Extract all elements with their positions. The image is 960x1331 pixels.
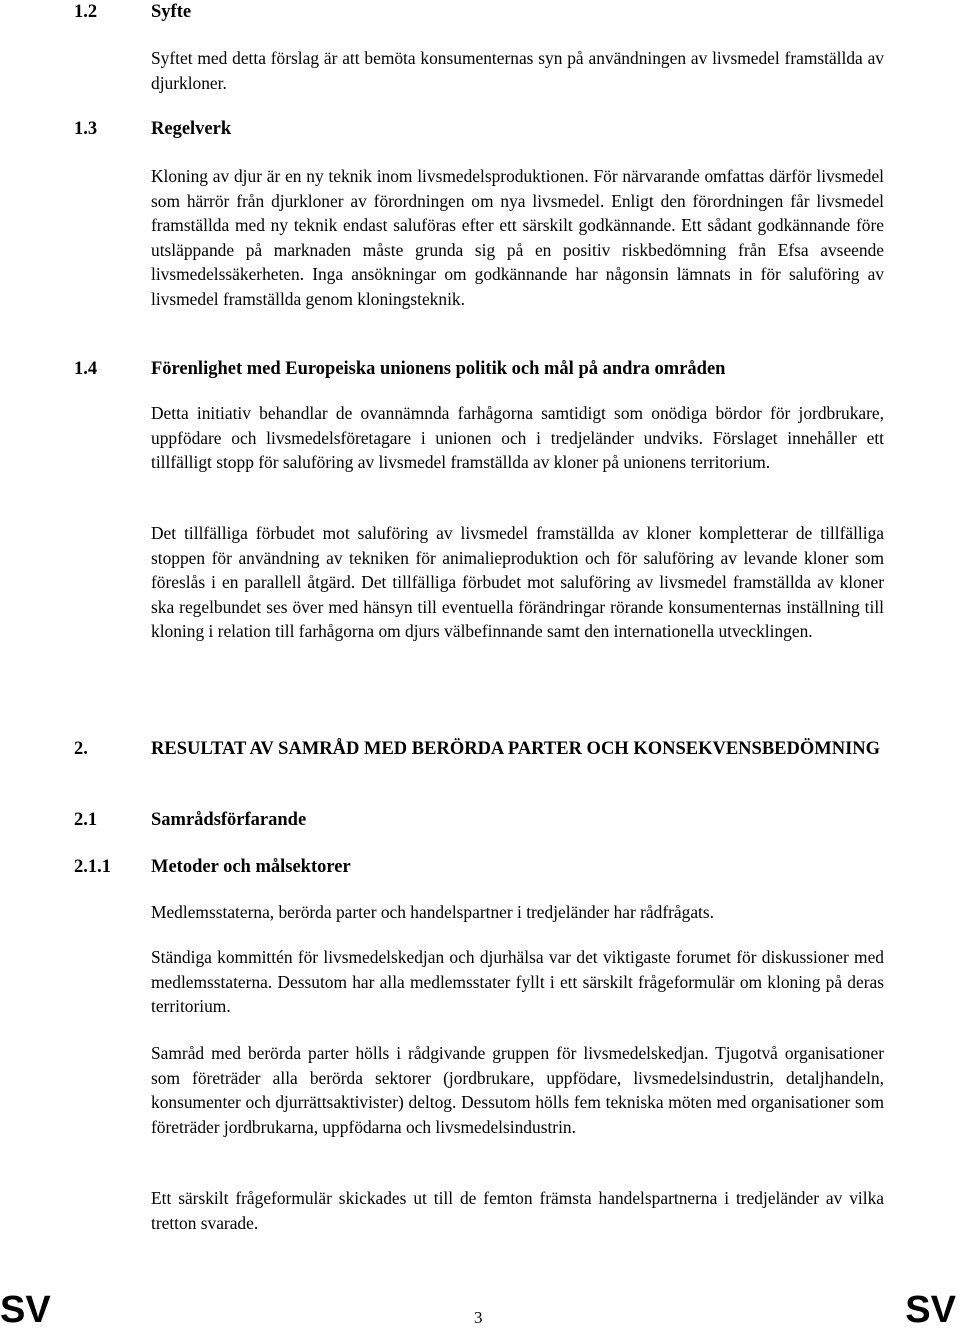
paragraph: Kloning av djur är en ny teknik inom livsmedelsproduktionen. För närvarande omfattas därför livsmedel som härrör från djurkloner av förordningen om nya livsmedel. Enligt den förordningen får livsmedel framställda med ny teknik endast saluföras efter ett särskilt godkännande. Ett sådant godkännande före utsläppande på marknaden måste grunda sig på en positiv riskbedömning från Efsa avseende livsmedelssäkerheten. Inga ansökningar om godkännande har någonsin lämnats in för saluföring av livsmedel framställda genom kloningsteknik. bbox=[151, 166, 884, 309]
paragraph: Ett särskilt frågeformulär skickades ut till de femton främsta handelspartnerna i tredjeländer av vilka tretton svarade. bbox=[151, 1188, 884, 1233]
paragraph: Medlemsstaterna, berörda parter och handelspartner i tredjeländer har rådfrågats. bbox=[151, 902, 714, 922]
footer-language-right: SV bbox=[905, 1289, 956, 1331]
paragraph: Detta initiativ behandlar de ovannämnda farhågorna samtidigt som onödiga bördor för jordbrukare, uppfödare och livsmedelsföretagare i unionen och i tredjeländer undviks. Förslaget innehåller ett tillfälligt stopp för saluföring av livsmedel framställda av kloner på unionens territorium. bbox=[151, 403, 884, 472]
section-title: Förenlighet med Europeiska unionens politik och mål på andra områden bbox=[151, 359, 726, 379]
section-heading-2 bbox=[74, 737, 88, 762]
section-title: RESULTAT AV SAMRÅD MED BERÖRDA PARTER OCH KONSEKVENSBEDÖMNING bbox=[151, 739, 881, 759]
paragraph: Syftet med detta förslag är att bemöta konsumenternas syn på användningen av livsmedel framställda av djurkloner. bbox=[151, 48, 884, 93]
section-title: Metoder och målsektorer bbox=[151, 857, 351, 877]
section-number: 2.1.1 bbox=[74, 857, 111, 877]
section-heading-1-2 bbox=[74, 0, 192, 25]
section-heading-2-1 bbox=[74, 808, 307, 833]
paragraph: Ständiga kommittén för livsmedelskedjan och djurhälsa var det viktigaste forumet för diskussioner med medlemsstaterna. Dessutom har alla medlemsstater fyllt i ett särskilt frågeformulär om kloning på deras territorium. bbox=[151, 947, 884, 1016]
page-number: 3 bbox=[474, 1308, 483, 1327]
section-number: 2.1 bbox=[74, 810, 98, 830]
section-heading-2-1-1 bbox=[74, 855, 351, 880]
section-title: Regelverk bbox=[151, 119, 232, 139]
paragraph: Samråd med berörda parter hölls i rådgivande gruppen för livsmedelskedjan. Tjugotvå organisationer som företräder alla berörda sektorer (jordbrukare, uppfödare, livsmedelsindustrin, detaljhandeln, konsumenter och djurrättsaktivister) deltog. Dessutom hölls fem tekniska möten med organisationer som företräder jordbrukarna, uppfödarna och livsmedelsindustrin. bbox=[151, 1043, 884, 1137]
section-number: 1.4 bbox=[74, 359, 98, 379]
paragraph: Det tillfälliga förbudet mot saluföring av livsmedel framställda av kloner kompletterar de tillfälliga stoppen för användning av tekniken för animalieproduktion och för saluföring av levande kloner som föreslås i en parallell åtgärd. Det tillfälliga förbudet mot saluföring av livsmedel framställda av kloner ska regelbundet ses över med hänsyn till eventuella förändringar rörande konsumenternas inställning till kloning i relation till farhågorna om djurs välbefinnande samt den internationella utvecklingen. bbox=[151, 523, 884, 641]
section-title: Samrådsförfarande bbox=[151, 810, 307, 830]
section-heading-1-3 bbox=[74, 117, 232, 142]
section-number: 1.2 bbox=[74, 2, 98, 22]
footer-language-left: SV bbox=[0, 1289, 51, 1331]
section-title: Syfte bbox=[151, 2, 192, 22]
section-heading-1-4 bbox=[74, 357, 726, 382]
section-number: 2. bbox=[74, 739, 88, 759]
section-number: 1.3 bbox=[74, 119, 98, 139]
